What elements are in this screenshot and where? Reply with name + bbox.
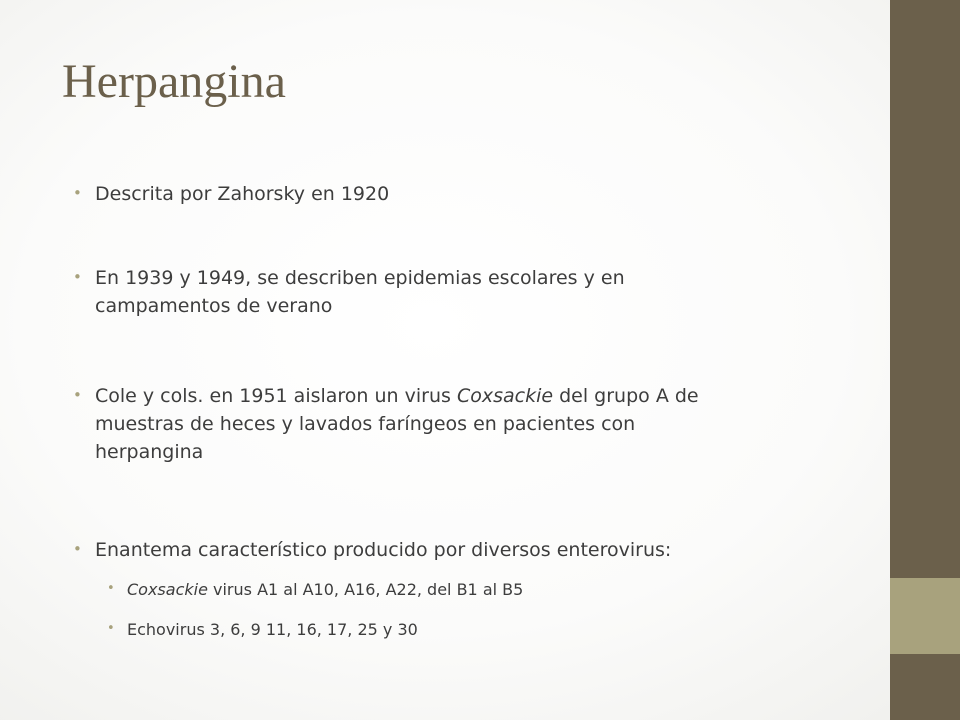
bullet-1 xyxy=(95,180,389,208)
bullet-3-line-1 xyxy=(95,382,699,410)
sub-bullet-1-post: virus A1 al A10, A16, A22, del B1 al B5 xyxy=(207,580,524,599)
sub-bullet-2 xyxy=(127,618,418,642)
bullet-3-line-3: herpangina xyxy=(95,441,204,463)
bullet-2 xyxy=(95,264,625,320)
bullet-3 xyxy=(95,382,699,466)
bullet-4-text: Enantema característico producido por diversos enterovirus: xyxy=(95,539,672,561)
bullet-3-line-2: muestras de heces y lavados faríngeos en pacientes con xyxy=(95,413,636,435)
sub-bullet-1 xyxy=(127,578,523,602)
sub-bullet-1-italic: Coxsackie xyxy=(127,580,208,599)
bullet-3-italic: Coxsackie xyxy=(456,385,554,407)
bullet-3-pre: Cole y cols. en 1951 aislaron un virus xyxy=(95,385,457,407)
bullet-1-text: Descrita por Zahorsky en 1920 xyxy=(95,183,390,205)
bullet-4 xyxy=(95,536,671,564)
bullet-3-post: del grupo A de xyxy=(553,385,699,407)
sub-bullet-2-text: Echovirus 3, 6, 9 11, 16, 17, 25 y 30 xyxy=(127,620,418,639)
slide-title: Herpangina xyxy=(62,55,286,108)
bullet-2-line-2: campamentos de verano xyxy=(95,295,333,317)
bullet-2-line-1: • En 1939 y 1949, se describen epidemias escolares y en xyxy=(95,267,625,289)
side-accent-block xyxy=(890,578,960,654)
